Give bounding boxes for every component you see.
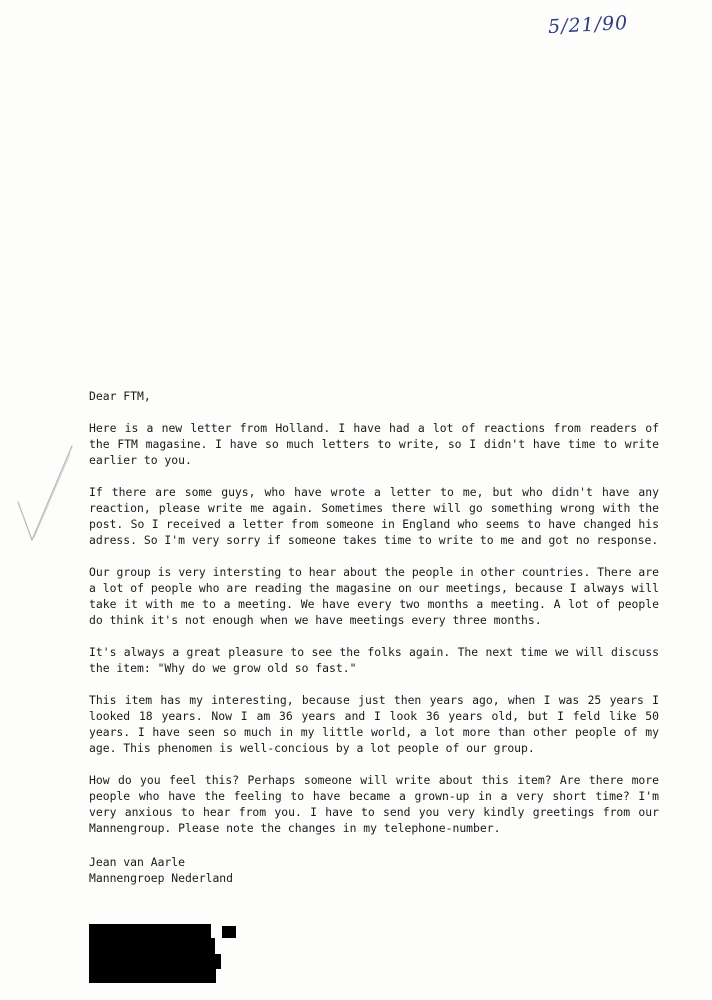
letter-body	[89, 388, 659, 886]
redaction-bar	[89, 924, 211, 938]
paragraph-1: Here is a new letter from Holland. I have had a lot of reactions from readers of the FTM magasine. I have so much letters to write, so I didn't have time to write earlier to you.	[89, 421, 659, 467]
paragraph-4: It's always a great pleasure to see the folks again. The next time we will discuss the item: "Why do we grow old so fast."	[89, 645, 659, 675]
redaction-bar	[89, 938, 215, 954]
paragraph-6: How do you feel this? Perhaps someone will write about this item? Are there more people who have the feeling to have became a grown-up in a very short time? I'm very anxious to hear from you. I have to send you very kindly greetings from our Mannengroup. Please note the changes in my telephone-number.	[89, 773, 659, 835]
redaction-bar	[222, 926, 236, 938]
redaction-bar	[89, 954, 221, 969]
paragraph-3: Our group is very intersting to hear about the people in other countries. There are a lot of people who are reading the magasine on our meetings, because I always will take it with me to a meeting. We have every two months a meeting. A lot of people do think it's not enough when we have meetings every three months.	[89, 565, 659, 627]
handwritten-checkmark-icon	[10, 440, 80, 550]
salutation: Dear FTM,	[89, 389, 151, 403]
signature-organization: Mannengroep Nederland	[89, 871, 234, 885]
redaction-bar	[89, 969, 216, 983]
handwritten-date: 5/21/90	[547, 11, 629, 39]
signature-block	[89, 854, 659, 886]
paragraph-2: If there are some guys, who have wrote a letter to me, but who didn't have any reaction, please write me again. Sometimes there will go something wrong with the post. So I received a letter from someone in England who seems to have changed his adress. So I'm very sorry if someone takes time to write to me and got no response.	[89, 485, 659, 547]
paragraph-5: This item has my interesting, because just then years ago, when I was 25 years I looked 18 years. Now I am 36 years and I look 36 years old, but I feld like 50 years. I have seen so much in my little world, a lot more than other people of my age. This phenomen is well-concious by a lot people of our group.	[89, 693, 659, 755]
signature-name: Jean van Aarle	[89, 855, 186, 869]
